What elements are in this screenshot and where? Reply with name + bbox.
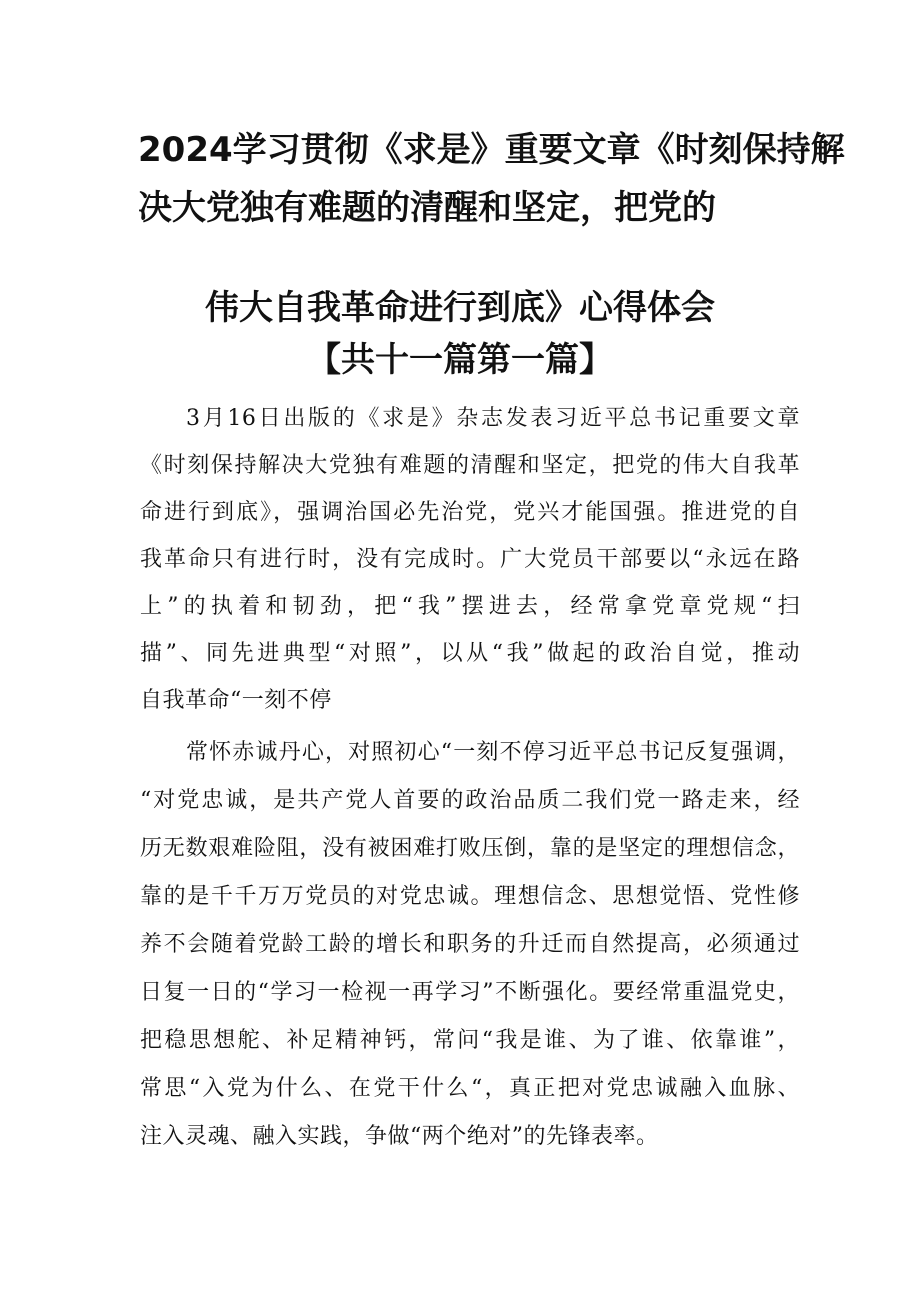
paragraph-line: 常思“入党为什么、在党干什么“，真正把对党忠诚融入血脉、: [140, 1076, 800, 1101]
paragraph-line: 自我革命“一刻不停: [140, 688, 332, 713]
paragraph-line: 命进行到底》，强调治国必先治党，党兴才能国强。推进党的自: [140, 500, 800, 525]
title-line-3: 伟大自我革命进行到底》心得体会: [205, 288, 715, 328]
paragraph-line: 上”的执着和韧劲，把“我”摆进去，经常拿党章党规“扫: [140, 594, 800, 619]
paragraph-line: 养不会随着党龄工龄的增长和职务的升迁而自然提高，必须通过: [140, 932, 800, 957]
paragraph-line: 靠的是千千万万党员的对党忠诚。理想信念、思想觉悟、党性修: [140, 884, 800, 909]
title-line-1: 2024学习贯彻《求是》重要文章《时刻保持解: [138, 130, 845, 170]
paragraph-line: 日复一日的“学习一检视一再学习”不断强化。要经常重温党史，: [140, 980, 800, 1005]
title-line-2: 决大党独有难题的清醒和坚定，把党的: [138, 188, 716, 228]
paragraph-line: 我革命只有进行时，没有完成时。广大党员干部要以“永远在路: [140, 547, 800, 572]
paragraph-line: 注入灵魂、融入实践，争做“两个绝对”的先锋表率。: [140, 1124, 659, 1149]
paragraph-line: 常怀赤诚丹心，对照初心“一刻不停习近平总书记反复强调，: [186, 740, 800, 765]
paragraph-line: 历无数艰难险阻，没有被困难打败压倒，靠的是坚定的理想信念，: [140, 836, 800, 861]
paragraph-line: 描”、同先进典型“对照”，以从“我”做起的政治自觉，推动: [140, 641, 800, 666]
paragraph-line: 《时刻保持解决大党独有难题的清醒和坚定，把党的伟大自我革: [140, 453, 800, 478]
paragraph-line: 3月16日出版的《求是》杂志发表习近平总书记重要文章: [186, 406, 800, 431]
title-line-4: 【共十一篇第一篇】: [307, 340, 613, 380]
paragraph-line: “对党忠诚，是共产党人首要的政治品质二我们党一路走来，经: [140, 788, 800, 813]
paragraph-line: 把稳思想舵、补足精神钙，常问“我是谁、为了谁、依靠谁”，: [140, 1028, 800, 1053]
